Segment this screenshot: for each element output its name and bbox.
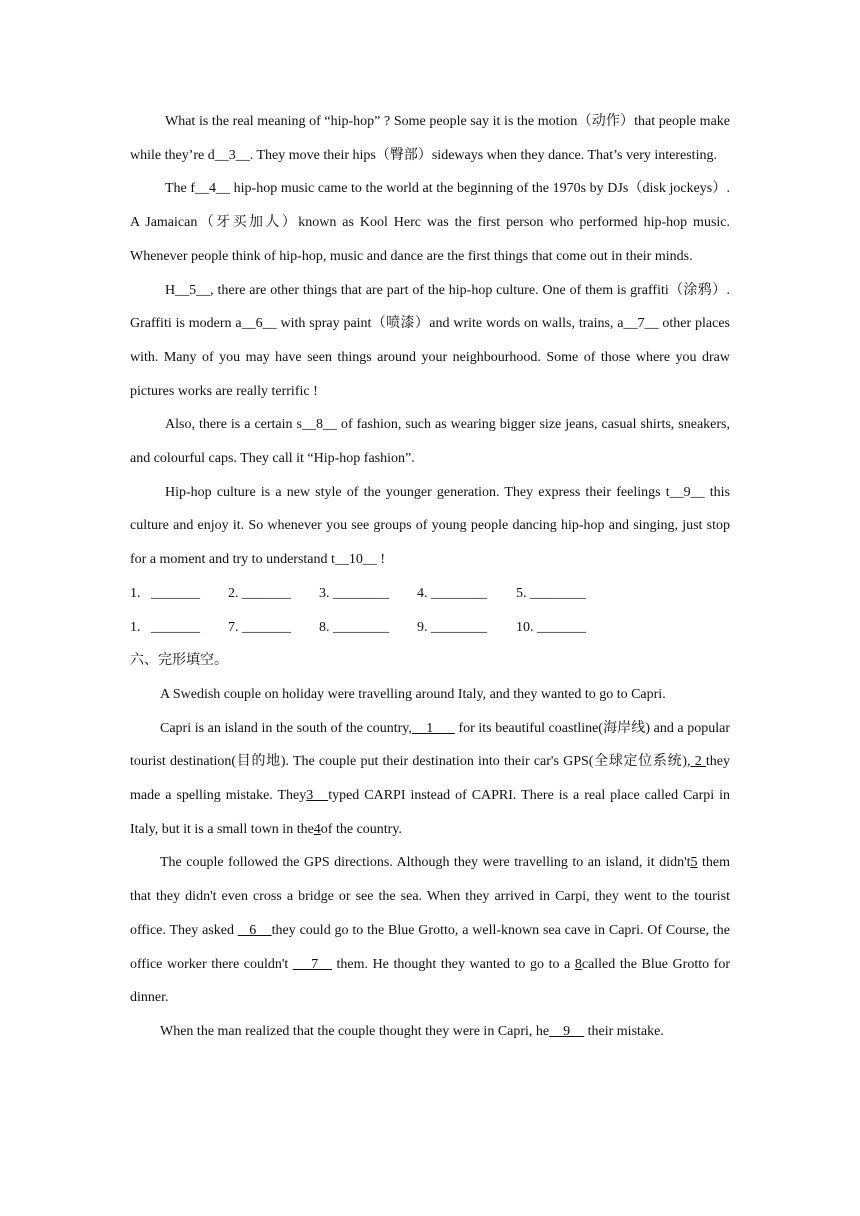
cloze-paragraph-1: [130, 678, 730, 712]
paragraph-text: Also, there is a certain s__8__ of fashion, such as wearing bigger size jeans, casual shirts, sneakers, and colourful caps. They call it “Hip-hop fashion”.: [130, 417, 730, 467]
answer-row-1: [130, 577, 730, 611]
answer-blank-7: 7. _______: [228, 619, 291, 635]
passage-paragraph-4: [130, 408, 730, 475]
answer-blank-4: 4. ________: [417, 585, 487, 601]
paragraph-text: them. He thought they wanted to go to a: [331, 956, 575, 972]
answer-blank-3: 3. ________: [319, 585, 389, 601]
cloze-blank-5: 5: [690, 855, 698, 871]
passage-paragraph-2: [130, 172, 730, 273]
cloze-paragraph-4: [130, 1015, 730, 1049]
answer-blank-8: 8. ________: [319, 619, 389, 635]
cloze-blank-2: 2: [690, 754, 706, 770]
answer-blank-2: 2. _______: [228, 585, 291, 601]
cloze-blank-3: 3: [306, 788, 329, 804]
passage-paragraph-1: [130, 105, 730, 172]
answer-blank-1: 1. _______: [130, 585, 200, 601]
section-6-title: 六、完形填空。: [130, 653, 228, 669]
paragraph-text: The f__4__ hip-hop music came to the world at the beginning of the 1970s by DJs（disk jockeys）. A Jamaican（牙买加人）known as Kool Herc was the first person who performed hip-hop music. Whenever people think of hip-hop, music and dance are the first things that come out in their minds.: [130, 181, 730, 264]
answer-blank-6: 1. _______: [130, 619, 200, 635]
paragraph-text: their mistake.: [584, 1023, 664, 1039]
paragraph-text: them that they didn't even cross a bridge or see the sea. When they arrived in Carpi, they went to the tourist office. They asked: [130, 855, 730, 938]
paragraph-text: of the country.: [320, 821, 402, 837]
answer-blank-5: 5. ________: [516, 585, 586, 601]
cloze-blank-9: 9: [549, 1023, 585, 1039]
cloze-blank-7: 7: [292, 956, 332, 972]
passage-paragraph-3: [130, 274, 730, 409]
paragraph-text: typed CARPI instead of CAPRI. There is a real place called Carpi in Italy, but it is a small town in the: [130, 788, 731, 837]
answer-blank-9: 9. ________: [417, 619, 487, 635]
cloze-blank-4: 4: [313, 821, 321, 837]
paragraph-text: A Swedish couple on holiday were travelling around Italy, and they wanted to go to Capri.: [160, 686, 666, 702]
passage-paragraph-5: [130, 476, 730, 577]
paragraph-text: they made a spelling mistake. They: [130, 754, 731, 804]
cloze-blank-1: 1: [411, 720, 455, 736]
cloze-paragraph-3: [130, 846, 730, 1015]
paragraph-text: The couple followed the GPS directions. Although they were travelling to an island, it didn't: [160, 855, 691, 871]
paragraph-text: they could go to the Blue Grotto, a well-known sea cave in Capri. Of Course, the office worker there couldn't: [130, 922, 731, 972]
paragraph-text: for its beautiful coastline(海岸线) and a popular tourist destination(目的地). The couple put their destination into their car's GPS(全球定位系统),: [130, 720, 730, 770]
paragraph-text: When the man realized that the couple thought they were in Capri, he: [160, 1023, 550, 1039]
paragraph-text: Hip-hop culture is a new style of the younger generation. They express their feelings t__9__ this culture and enjoy it. So whenever you see groups of young people dancing hip-hop and singing, just stop for a moment and try to understand t__10__ !: [130, 484, 730, 568]
paragraph-text: Capri is an island in the south of the country,: [160, 720, 412, 736]
paragraph-text: What is the real meaning of “hip-hop” ? Some people say it is the motion（动作）that people make while they’re d__3__. They move their hips（臀部）sideways when they dance. That’s very interesting.: [130, 114, 730, 163]
cloze-blank-8: 8: [574, 956, 582, 972]
cloze-paragraph-2: [130, 712, 730, 847]
answer-blank-10: 10. _______: [516, 619, 586, 635]
answer-row-2: [130, 611, 730, 645]
paragraph-text: called the Blue Grotto for dinner.: [130, 956, 731, 1006]
cloze-blank-6: 6: [237, 922, 272, 938]
paragraph-text: H__5__, there are other things that are part of the hip-hop culture. One of them is graffiti（涂鸦）. Graffiti is modern a__6__ with spray paint（喷漆）and write words on walls, trains, a__7__ other places with. Many of you may have seen things around your neighbourhood. Some of those where you draw pictures works are really terrific !: [130, 282, 730, 399]
